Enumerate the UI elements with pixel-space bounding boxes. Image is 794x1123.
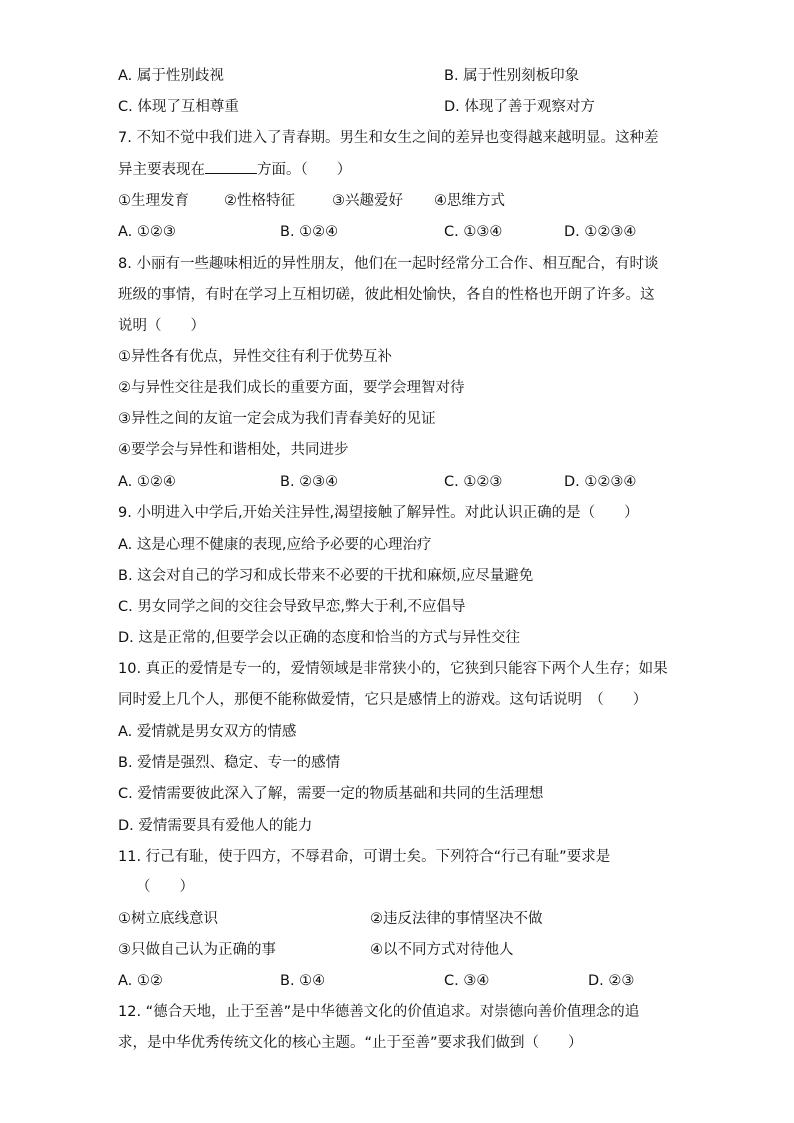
q11-stem-line1: 11. 行己有耻，使于四方，不辱君命，可谓士矣。下列符合“行己有耻”要求是 <box>118 849 611 865</box>
q8-statement-2: ②与异性交往是我们成长的重要方面，要学会理智对待 <box>118 380 465 396</box>
q7-item-4: ④思维方式 <box>434 193 505 209</box>
q8-stem-line3: 说明（ ） <box>118 318 205 334</box>
q9-option-b: B. 这会对自己的学习和成长带来不必要的干扰和麻烦,应尽量避免 <box>118 568 534 584</box>
q10-option-d: D. 爱情需要具有爱他人的能力 <box>118 818 313 834</box>
q8-option-a: A. ①②④ <box>118 474 176 490</box>
q11-statement-1: ①树立底线意识 <box>118 911 218 927</box>
q10-option-b: B. 爱情是强烈、稳定、专一的感情 <box>118 755 341 771</box>
q9-option-c: C. 男女同学之间的交往会导致早恋,弊大于利,不应倡导 <box>118 599 466 615</box>
q8-option-c: C. ①②③ <box>444 474 503 490</box>
q8-stem-line1: 8. 小丽有一些趣味相近的异性朋友，他们在一起时经常分工合作、相互配合，有时谈 <box>118 256 659 272</box>
q9-stem: 9. 小明进入中学后,开始关注异性,渴望接触了解异性。对此认识正确的是（ ） <box>118 505 639 521</box>
q9-option-d: D. 这是正常的,但要学会以正确的态度和恰当的方式与异性交往 <box>118 630 520 646</box>
q12-stem-line1: 12. “德合天地，止于至善”是中华德善文化的价值追求。对崇德向善价值理念的追 <box>118 1004 640 1020</box>
q8-stem-line2: 班级的事情，有时在学习上互相切磋，彼此相处愉快，各自的性格也开朗了许多。这 <box>118 287 655 303</box>
q11-statement-3: ③只做自己认为正确的事 <box>118 942 276 958</box>
q7-stem-line2 <box>118 159 704 180</box>
q7-item-1: ①生理发育 <box>118 193 189 209</box>
q7-blank <box>205 159 257 174</box>
q9-option-a: A. 这是心理不健康的表现,应给予必要的心理治疗 <box>118 537 432 553</box>
q8-statement-1: ①异性各有优点，异性交往有利于优势互补 <box>118 349 392 365</box>
q11-option-a: A. ①② <box>118 973 163 989</box>
q8-statement-4: ④要学会与异性和谐相处，共同进步 <box>118 442 349 458</box>
q12-stem-line2: 求，是中华优秀传统文化的核心主题。“止于至善”要求我们做到（ ） <box>118 1035 583 1051</box>
q11-option-c: C. ③④ <box>444 973 490 989</box>
q10-stem-line2: 同时爱上几个人，那便不能称做爱情，它只是感情上的游戏。这句话说明 （ ） <box>118 692 648 708</box>
q6-option-b: B. 属于性别刻板印象 <box>444 68 580 84</box>
q10-option-c: C. 爱情需要彼此深入了解，需要一定的物质基础和共同的生活理想 <box>118 786 544 802</box>
q7-option-d: D. ①②③④ <box>564 224 637 240</box>
q7-stem-part2: 方面。（ ） <box>257 162 352 178</box>
q8-statement-3: ③异性之间的友谊一定会成为我们青春美好的见证 <box>118 411 436 427</box>
q6-option-a: A. 属于性别歧视 <box>118 68 224 84</box>
q7-item-2: ②性格特征 <box>224 193 295 209</box>
q7-option-c: C. ①③④ <box>444 224 503 240</box>
q7-stem-line1: 7. 不知不觉中我们进入了青春期。男生和女生之间的差异也变得越来越明显。这种差 <box>118 130 659 146</box>
q7-stem-part1: 异主要表现在 <box>118 162 205 178</box>
q11-option-d: D. ②③ <box>588 973 635 989</box>
q8-option-b: B. ②③④ <box>280 474 339 490</box>
q7-option-b: B. ①②④ <box>280 224 339 240</box>
q10-stem-line1: 10. 真正的爱情是专一的，爱情领域是非常狭小的，它狭到只能容下两个人生存；如果 <box>118 661 668 677</box>
q11-statement-2: ②违反法律的事情坚决不做 <box>370 911 543 927</box>
q8-option-d: D. ①②③④ <box>564 474 637 490</box>
q10-option-a: A. 爱情就是男女双方的情感 <box>118 724 297 740</box>
q7-item-3: ③兴趣爱好 <box>332 193 403 209</box>
q11-option-b: B. ①④ <box>280 973 326 989</box>
q6-option-c: C. 体现了互相尊重 <box>118 99 239 115</box>
q7-option-a: A. ①②③ <box>118 224 176 240</box>
q11-stem-line2: （ ） <box>136 879 194 895</box>
q11-statement-4: ④以不同方式对待他人 <box>370 942 514 958</box>
q6-option-d: D. 体现了善于观察对方 <box>444 99 595 115</box>
